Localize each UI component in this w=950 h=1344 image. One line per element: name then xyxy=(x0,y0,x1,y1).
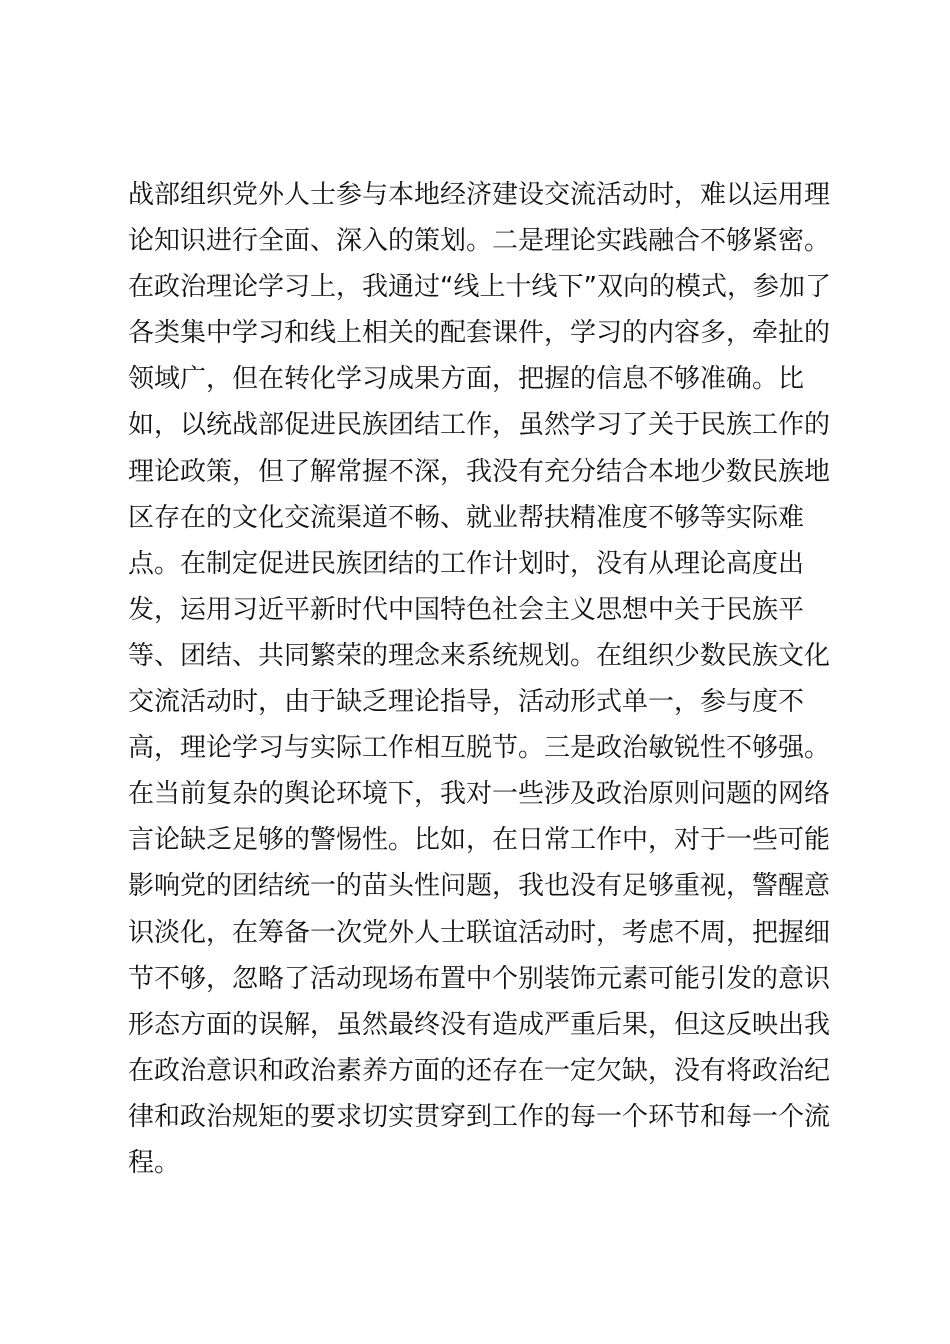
text-line: 如，以统战部促进民族团结工作，虽然学习了关于民族工作的 xyxy=(128,410,831,441)
text-line: 节不够，忽略了活动现场布置中个别装饰元素可能引发的意识 xyxy=(128,963,831,994)
text-line: 高，理论学习与实际工作相互脱节。三是政治敏锐性不够强。 xyxy=(128,733,831,764)
text-line: 交流活动时，由于缺乏理论指导，活动形式单一，参与度不 xyxy=(128,687,805,718)
text-line: 识淡化，在筹备一次党外人士联谊活动时，考虑不周，把握细 xyxy=(128,917,831,948)
text-line: 理论政策，但了解常握不深，我没有充分结合本地少数民族地 xyxy=(128,456,831,487)
text-line: 影响党的团结统一的苗头性问题，我也没有足够重视，警醒意 xyxy=(128,871,831,902)
body-paragraph xyxy=(128,172,831,1186)
text-line: 在当前复杂的舆论环境下，我对一些涉及政治原则问题的网络 xyxy=(128,779,831,810)
text-line: 领域广，但在转化学习成果方面，把握的信息不够准确。比 xyxy=(128,364,805,395)
text-line: 程。 xyxy=(128,1147,181,1178)
text-line: 言论缺乏足够的警惕性。比如，在日常工作中，对于一些可能 xyxy=(128,825,831,856)
text-line: 律和政治规矩的要求切实贯穿到工作的每一个环节和每一个流 xyxy=(128,1101,831,1132)
text-line: 论知识进行全面、深入的策划。二是理论实践融合不够紧密。 xyxy=(128,226,831,257)
text-line: 各类集中学习和线上相关的配套课件，学习的内容多，牵扯的 xyxy=(128,318,831,349)
text-line: 点。在制定促进民族团结的工作计划时，没有从理论高度出 xyxy=(128,548,805,579)
text-line: 在政治意识和政治素养方面的还存在一定欠缺，没有将政治纪 xyxy=(128,1055,831,1086)
text-line: 区存在的文化交流渠道不畅、就业帮扶精准度不够等实际难 xyxy=(128,502,805,533)
text-line: 形态方面的误解，虽然最终没有造成严重后果，但这反映出我 xyxy=(128,1009,831,1040)
text-line: 在政治理论学习上，我通过“线上十线下”双向的模式，参加了 xyxy=(128,272,831,303)
text-line: 等、团结、共同繁荣的理念来系统规划。在组织少数民族文化 xyxy=(128,640,831,671)
text-line: 战部组织党外人士参与本地经济建设交流活动时，难以运用理 xyxy=(128,180,831,210)
text-line: 发，运用习近平新时代中国特色社会主义思想中关于民族平 xyxy=(128,594,805,625)
